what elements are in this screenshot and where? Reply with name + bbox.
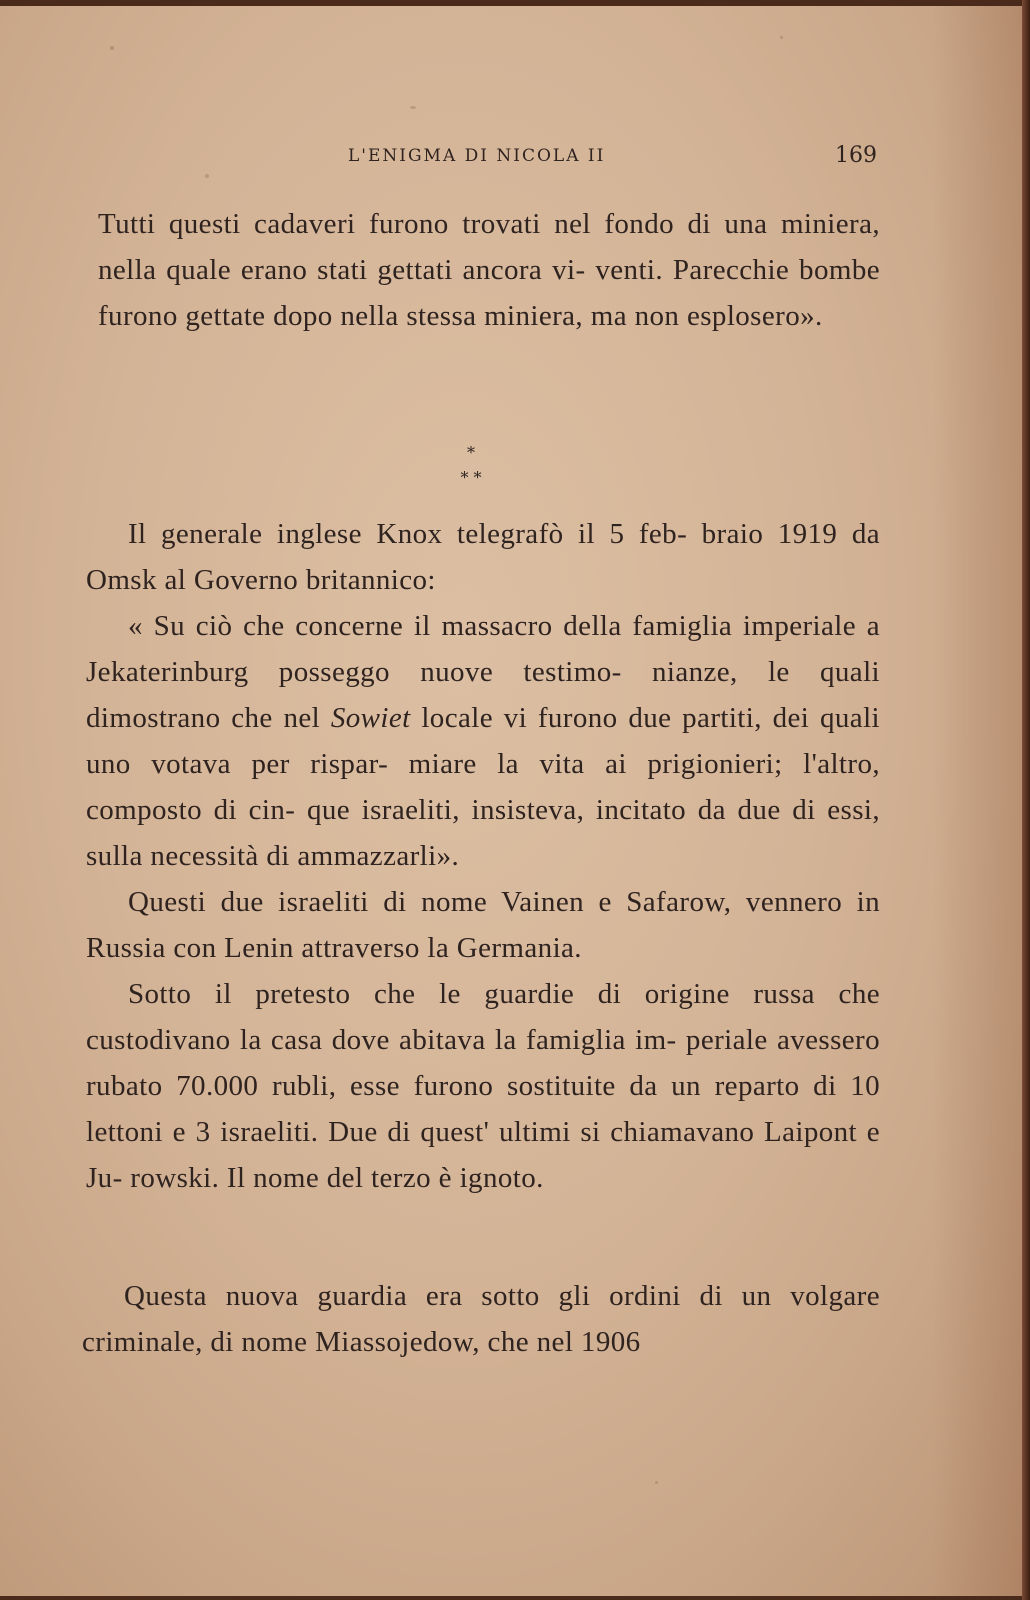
paragraph: Tutti questi cadaveri furono trovati nel fondo di una miniera, nella quale erano stati gettati ancora vi- venti. Parecchie bombe furono gettate dopo nella stessa miniera, ma non esplosero». — [98, 208, 880, 332]
paragraph-quote: « Su ciò che concerne il massacro della famiglia imperiale a Jekaterinburg posseggo nuove testimo- nianze, le quali dimostrano che nel Sowiet locale vi furono due partiti, dei quali uno votava per rispar- miare la vita ai prigionieri; l'altro, composto di cin- que israeliti, insisteva, incitato da due di essi, sulla necessità di ammazzarli». — [86, 610, 880, 872]
section-break-bottom: * * — [460, 468, 482, 487]
section-break-top: * — [467, 443, 475, 462]
text-block-main — [86, 511, 880, 1201]
paper-speck — [410, 106, 416, 109]
page-number: 169 — [835, 143, 877, 168]
paragraph: Il generale inglese Knox telegrafò il 5 feb- braio 1919 da Omsk al Governo britannico: — [86, 518, 880, 596]
paper-speck — [655, 1481, 658, 1484]
paper-speck — [780, 36, 783, 39]
book-spine-edge — [1022, 0, 1030, 1600]
page-header — [0, 143, 1022, 176]
paper-speck — [110, 46, 114, 50]
italic-term: Sowiet — [330, 702, 411, 734]
text-block-bottom — [82, 1273, 880, 1365]
book-page — [0, 6, 1022, 1596]
paragraph: Questi due israeliti di nome Vainen e Safarow, vennero in Russia con Lenin attraverso la Germania. — [86, 886, 880, 964]
running-title: L'ENIGMA DI NICOLA II — [348, 146, 606, 166]
paragraph: Questa nuova guardia era sotto gli ordini di un volgare criminale, di nome Miassojedow, che nel 1906 — [82, 1280, 880, 1358]
text-block-top — [98, 201, 880, 339]
paragraph: Sotto il pretesto che le guardie di origine russa che custodivano la casa dove abitava la famiglia im- periale avessero rubato 70.000 rubli, esse furono sostituite da un reparto di 10 lettoni e 3 israeliti. Due di quest' ultimi si chiamavano Laipont e Ju- rowski. Il nome del terzo è ignoto. — [86, 978, 880, 1194]
